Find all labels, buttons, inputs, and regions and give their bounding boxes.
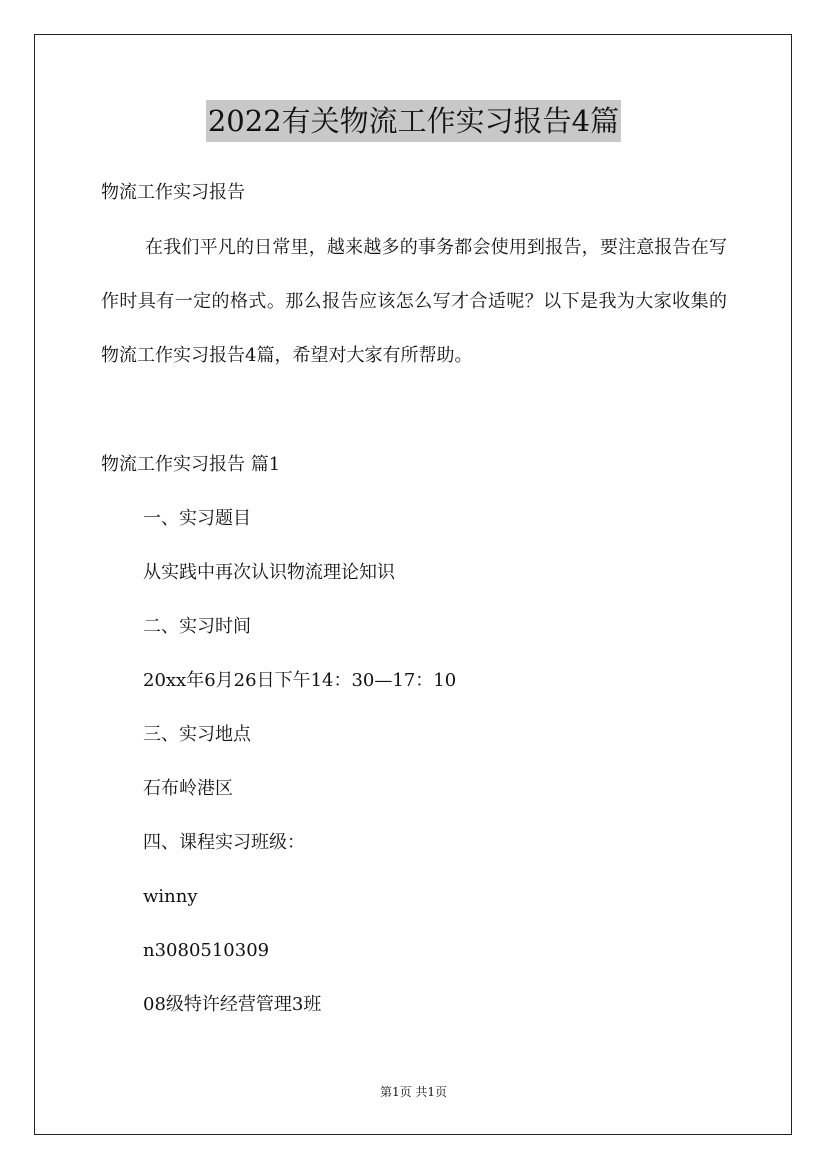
list-item: 四、课程实习班级： <box>143 832 305 853</box>
list-item: 08级特许经营管理3班 <box>143 994 322 1015</box>
document-title <box>0 100 827 142</box>
page-footer: 第1页 共1页 <box>379 1085 448 1099</box>
list-item: 二、实习时间 <box>143 616 251 637</box>
part-heading: 物流工作实习报告 篇1 <box>101 454 281 475</box>
list-item: 从实践中再次认识物流理论知识 <box>143 562 395 583</box>
list-item: 一、实习题目 <box>143 508 251 529</box>
list-item: winny <box>143 886 198 907</box>
list-item: 三、实习地点 <box>143 724 251 745</box>
document-title-text: 2022有关物流工作实习报告4篇 <box>206 100 621 142</box>
list-item: 石布岭港区 <box>143 778 233 799</box>
section-heading: 物流工作实习报告 <box>101 182 245 203</box>
intro-paragraph: 在我们平凡的日常里，越来越多的事务都会使用到报告，要注意报告在写作时具有一定的格式。那么报告应该怎么写才合适呢？以下是我为大家收集的物流工作实习报告4篇，希望对大家有所帮助。 <box>101 237 727 366</box>
list-item: n3080510309 <box>143 940 270 961</box>
list-item: 20xx年6月26日下午14：30—17：10 <box>143 670 457 691</box>
